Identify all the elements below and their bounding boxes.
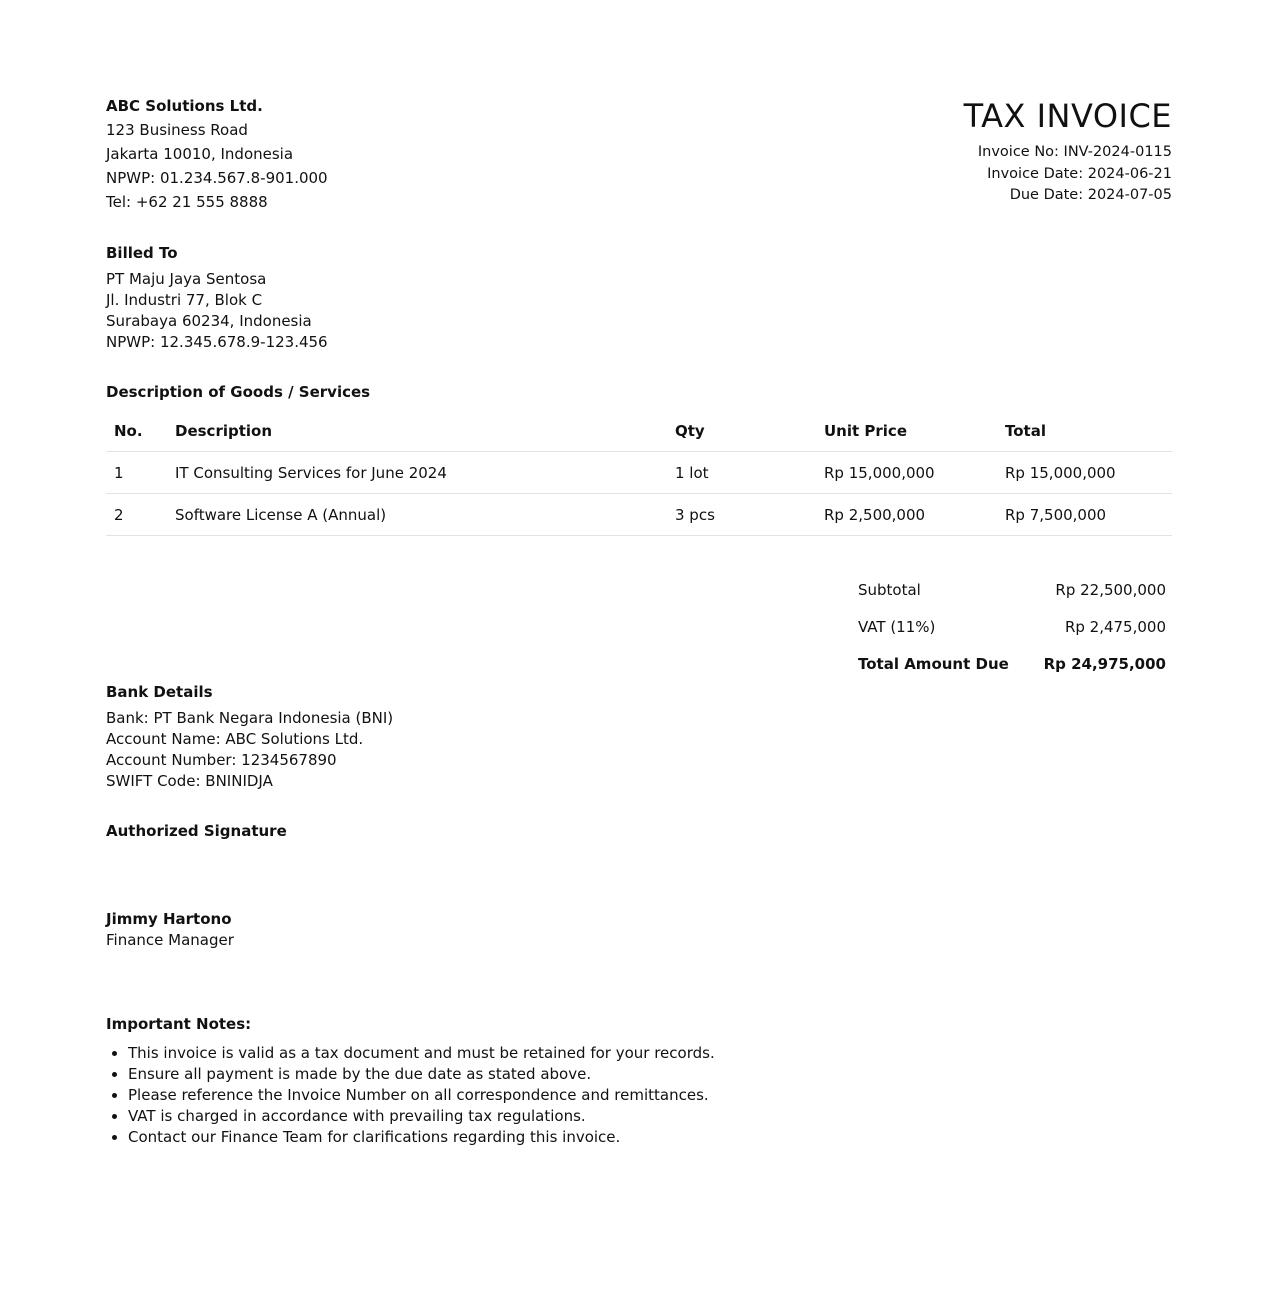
seller-tel: Tel: +62 21 555 8888 (106, 193, 268, 211)
notes-heading: Important Notes: (106, 1015, 252, 1033)
column-header-total: Total (1005, 421, 1046, 440)
billed-to-heading: Billed To (106, 244, 178, 262)
cell-qty: 1 lot (667, 452, 816, 494)
items-table (106, 410, 1172, 536)
table-row (106, 452, 1172, 494)
subtotal-row (858, 572, 1166, 609)
signatory-name: Jimmy Hartono (106, 910, 232, 928)
cell-total: Rp 7,500,000 (997, 494, 1172, 536)
invoice-date: Invoice Date: 2024-06-21 (987, 165, 1172, 182)
cell-unit-price: Rp 15,000,000 (816, 452, 997, 494)
list-item: • This invoice is valid as a tax document and must be retained for your records. (128, 1043, 715, 1064)
list-item: • Please reference the Invoice Number on all correspondence and remittances. (128, 1085, 715, 1106)
signature-heading: Authorized Signature (106, 822, 287, 840)
buyer-address-line-2: Surabaya 60234, Indonesia (106, 312, 312, 330)
cell-qty: 3 pcs (667, 494, 816, 536)
invoice-title: TAX INVOICE (963, 97, 1172, 135)
vat-label: VAT (11%) (858, 618, 936, 636)
column-header-description: Description (175, 421, 273, 440)
invoice-number: Invoice No: INV-2024-0115 (977, 144, 1172, 160)
column-header-unit-price: Unit Price (824, 421, 907, 440)
seller-block (106, 94, 328, 214)
total-due-value: Rp 24,975,000 (1043, 655, 1166, 673)
vat-row (858, 609, 1166, 646)
list-item: • Contact our Finance Team for clarifications regarding this invoice. (128, 1127, 715, 1148)
subtotal-value: Rp 22,500,000 (1055, 581, 1166, 599)
bank-name: Bank: PT Bank Negara Indonesia (BNI) (106, 709, 394, 727)
subtotal-label: Subtotal (858, 581, 921, 599)
bank-details-block (106, 683, 393, 792)
account-number: Account Number: 1234567890 (106, 751, 337, 769)
due-date: Due Date: 2024-07-05 (1009, 187, 1172, 203)
signatory-role: Finance Manager (106, 931, 234, 949)
list-item: • Ensure all payment is made by the due date as stated above. (128, 1064, 715, 1085)
notes-list (106, 1043, 715, 1148)
seller-address-line-1: 123 Business Road (106, 121, 248, 139)
buyer-address-line-1: Jl. Industri 77, Blok C (106, 291, 263, 309)
billed-to-block (106, 244, 328, 353)
seller-name: ABC Solutions Ltd. (106, 97, 263, 115)
table-row (106, 494, 1172, 536)
cell-total: Rp 15,000,000 (997, 452, 1172, 494)
buyer-name: PT Maju Jaya Sentosa (106, 270, 267, 288)
vat-value: Rp 2,475,000 (1064, 618, 1166, 636)
seller-npwp: NPWP: 01.234.567.8-901.000 (106, 169, 328, 187)
column-header-no: No. (114, 421, 143, 440)
cell-unit-price: Rp 2,500,000 (816, 494, 997, 536)
items-heading: Description of Goods / Services (106, 383, 371, 401)
total-due-label: Total Amount Due (858, 655, 1009, 673)
table-header-row (106, 410, 1172, 452)
invoice-header (964, 96, 1172, 207)
seller-address-line-2: Jakarta 10010, Indonesia (106, 145, 294, 163)
swift-code: SWIFT Code: BNINIDJA (106, 772, 273, 790)
cell-no: 2 (106, 494, 167, 536)
invoice-meta (964, 142, 1172, 207)
total-due-row (858, 646, 1166, 683)
column-header-qty: Qty (675, 421, 705, 440)
cell-no: 1 (106, 452, 167, 494)
buyer-npwp: NPWP: 12.345.678.9-123.456 (106, 333, 328, 351)
notes-block (106, 1015, 715, 1148)
cell-description: IT Consulting Services for June 2024 (167, 452, 667, 494)
bank-details-heading: Bank Details (106, 683, 213, 701)
cell-description: Software License A (Annual) (167, 494, 667, 536)
account-name: Account Name: ABC Solutions Ltd. (106, 730, 364, 748)
totals-block (858, 572, 1166, 683)
list-item: • VAT is charged in accordance with prevailing tax regulations. (128, 1106, 715, 1127)
